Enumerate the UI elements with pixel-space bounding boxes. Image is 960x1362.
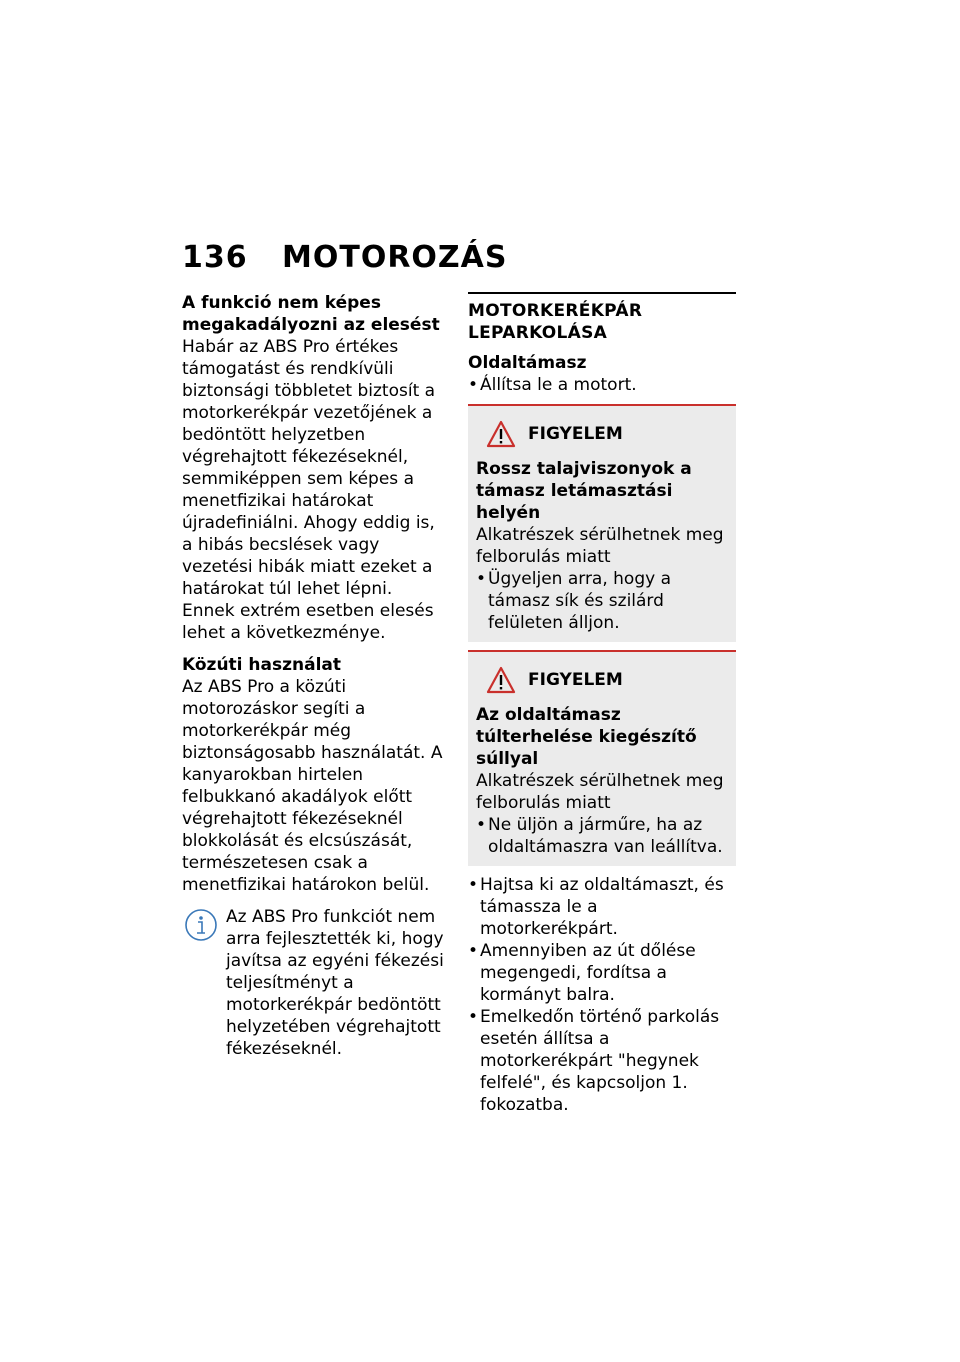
- warning-label: FIGYELEM: [528, 670, 623, 690]
- list-item: • Ne üljön a járműre, ha az oldaltámaszra van leállítva.: [476, 814, 726, 858]
- left-column: [182, 292, 450, 1060]
- warning-box-ground: [468, 404, 736, 642]
- warning-header: [476, 660, 726, 700]
- list-item: • Ügyeljen arra, hogy a támasz sík és szilárd felületen álljon.: [476, 568, 726, 634]
- page-number: 136: [182, 240, 248, 275]
- warning-bullets: [476, 814, 726, 858]
- info-note: [182, 906, 450, 1060]
- section-body-road-use: Az ABS Pro a közúti motorozáskor segíti a motorkerékpár még biztonságosabb használatát. A kanyarokban hirtelen felbukkanó akadályok előtt végrehajtott fékezéseknél blokkolását és elcsúszását, természetesen csak a menetfizikai határokon belül.: [182, 677, 443, 895]
- subsection-side-stand: Oldaltámasz: [468, 353, 587, 373]
- list-item: • Emelkedőn történő parkolás esetén állítsa a motorkerékpárt "hegynek felfelé", és kapcsoljon 1. fokozatba.: [468, 1006, 736, 1116]
- warning-box-overload: [468, 650, 736, 866]
- warning-triangle-icon: [486, 420, 516, 448]
- info-note-text: Az ABS Pro funkciót nem arra fejlesztették ki, hogy javítsa az egyéni fékezési teljesítményt a motorkerékpár bedöntött helyzetében végrehajtott fékezéseknél.: [226, 907, 444, 1059]
- warning-body: Alkatrészek sérülhetnek meg felborulás miatt: [476, 525, 724, 567]
- section-heading-no-prevent-fall: A funkció nem képes megakadályozni az elesést: [182, 293, 440, 335]
- step-list-bottom: [468, 874, 736, 1116]
- warning-bullets: [476, 568, 726, 634]
- warning-triangle-icon: [486, 666, 516, 694]
- right-column: [468, 292, 736, 1116]
- list-item: • Hajtsa ki az oldaltámaszt, és támassza le a motorkerékpárt.: [468, 874, 736, 940]
- warning-title: Rossz talajviszonyok a támasz letámasztási helyén: [476, 459, 692, 523]
- warning-header: [476, 414, 726, 454]
- warning-label: FIGYELEM: [528, 424, 623, 444]
- info-icon: [184, 908, 218, 942]
- list-item: • Állítsa le a motort.: [468, 374, 736, 396]
- step-list-top: [468, 374, 736, 396]
- page-title: MOTOROZÁS: [282, 240, 508, 275]
- section-title-parking: MOTORKERÉKPÁR LEPARKOLÁSA: [468, 292, 736, 344]
- section-heading-road-use: Közúti használat: [182, 655, 342, 675]
- list-item: • Amennyiben az út dőlése megengedi, fordítsa a kormányt balra.: [468, 940, 736, 1006]
- warning-body: Alkatrészek sérülhetnek meg felborulás miatt: [476, 771, 724, 813]
- page-header: [182, 240, 508, 280]
- warning-title: Az oldaltámasz túlterhelése kiegészítő súllyal: [476, 705, 697, 769]
- section-body-no-prevent-fall: Habár az ABS Pro értékes támogatást és rendkívüli biztonsági többletet biztosít a motorkerékpár vezetőjének a bedöntött helyzetben végrehajtott fékezéseknél, semmiképpen sem képes a menetfizikai határokat újradefiniálni. Ahogy eddig is, a hibás becslések vagy vezetési hibák miatt ezeket a határokat túl lehet lépni. Ennek extrém esetben elesés lehet a következménye.: [182, 337, 436, 643]
